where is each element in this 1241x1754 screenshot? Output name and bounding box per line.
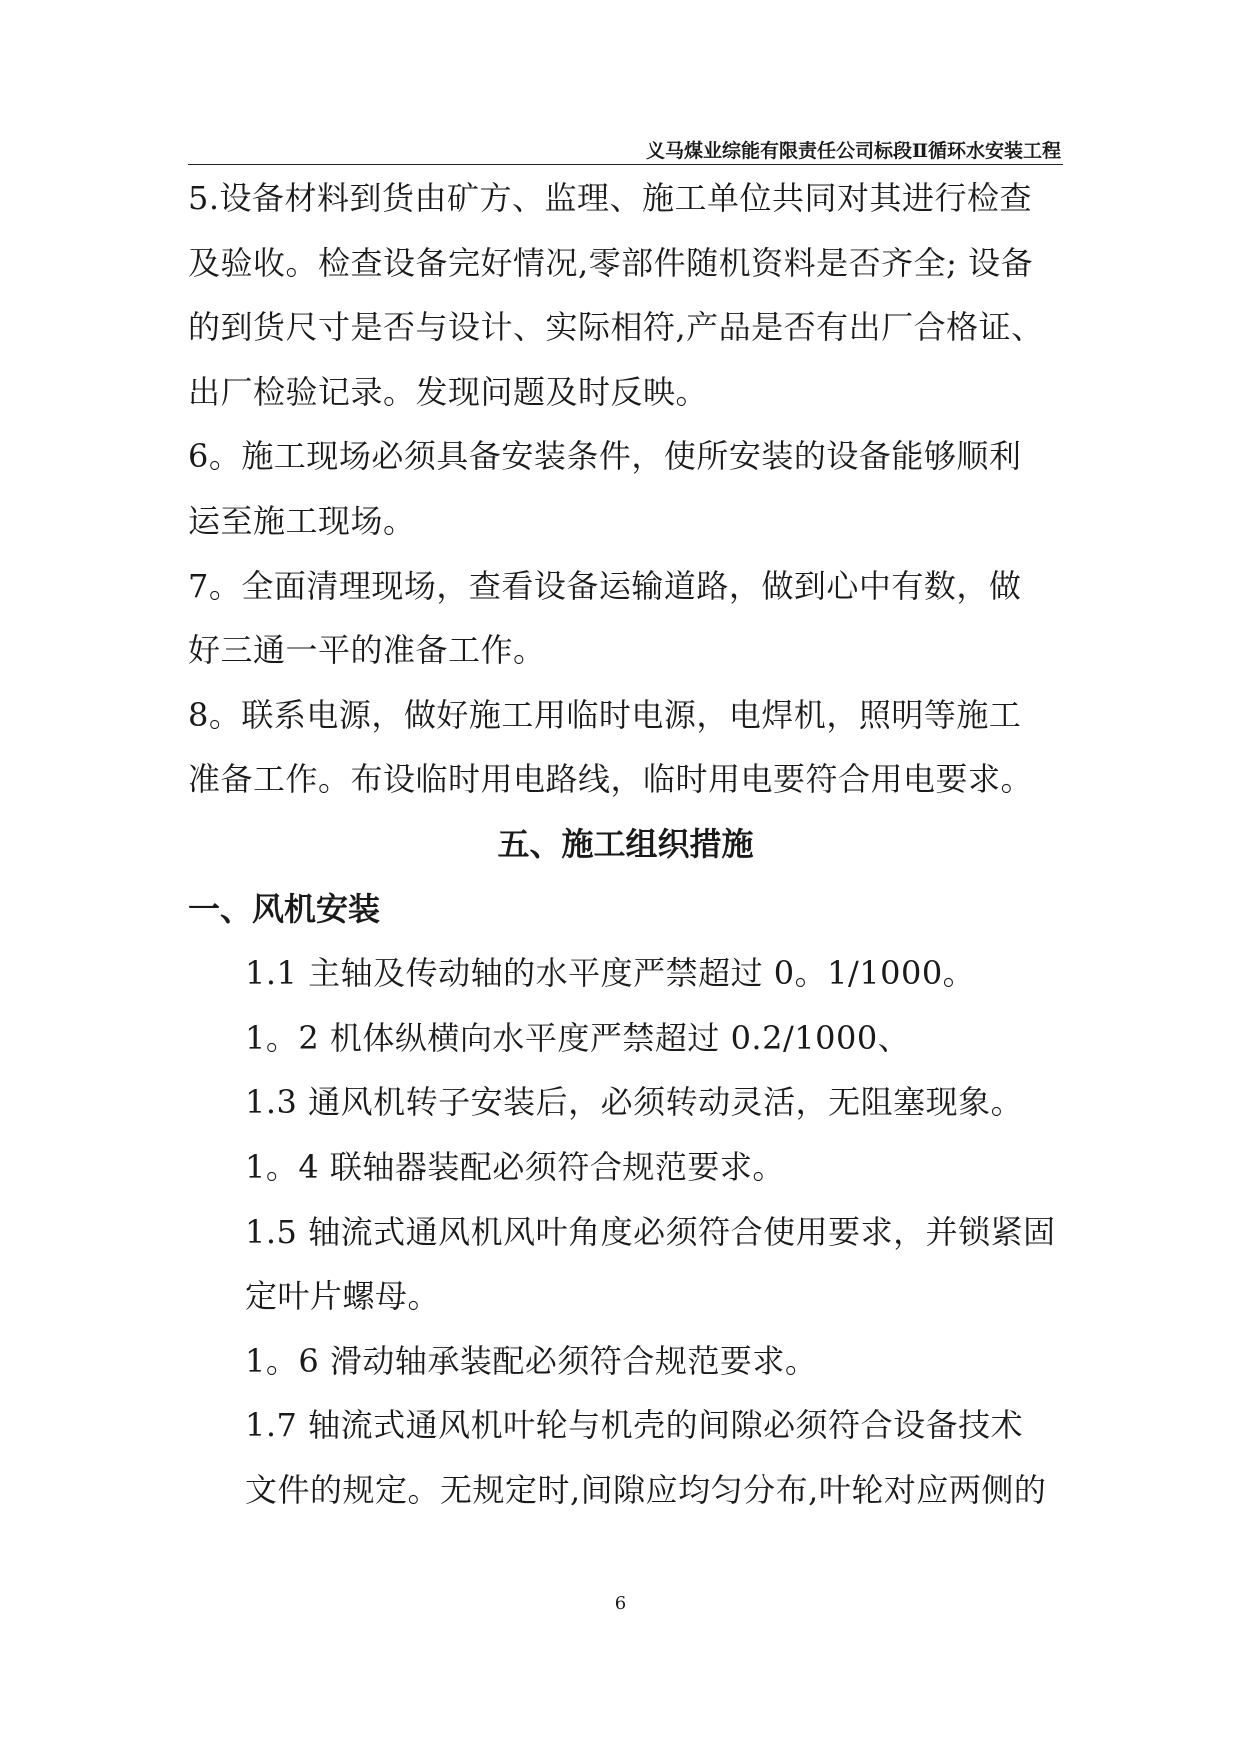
header-divider [188,164,1063,165]
item-line: 1.3 通风机转子安装后，必须转动灵活，无阻塞现象。 [245,1083,1024,1122]
body-line: 运至施工现场。 [188,501,416,540]
body-line: 7。全面清理现场，查看设备运输道路，做到心中有数，做 [188,566,1022,605]
body-line: 及验收。检查设备完好情况,零部件随机资料是否齐全; 设备 [188,243,1034,282]
item-line: 1.1 主轴及传动轴的水平度严禁超过 0。1/1000。 [245,954,976,993]
body-line: 好三通一平的准备工作。 [188,631,546,670]
item-line: 1。4 联轴器装配必须符合规范要求。 [245,1147,785,1186]
item-line: 文件的规定。无规定时,间隙应均匀分布,叶轮对应两侧的 [245,1470,1047,1509]
header-title: 义马煤业综能有限责任公司标段Ⅱ循环水安装工程 [645,140,1061,162]
body-line: 6。施工现场必须具备安装条件，使所安装的设备能够顺利 [188,437,1022,476]
body-line: 出厂检验记录。发现问题及时反映。 [188,372,709,411]
body-line: 准备工作。布设临时用电路线，临时用电要符合用电要求。 [188,760,1034,799]
document-body [188,166,1063,1522]
body-line: 8。联系电源，做好施工用临时电源，电焊机，照明等施工 [188,695,1022,734]
section-title: 五、施工组织措施 [497,824,754,863]
item-line: 1。6 滑动轴承装配必须符合规范要求。 [245,1341,818,1380]
page-number: 6 [614,1593,627,1614]
item-line: 1.7 轴流式通风机叶轮与机壳的间隙必须符合设备技术 [245,1406,1024,1445]
body-line: 5.设备材料到货由矿方、监理、施工单位共同对其进行检查 [188,179,1033,217]
subsection-title: 一、风机安装 [188,889,381,928]
body-line: 的到货尺寸是否与设计、实际相符,产品是否有出厂合格证、 [188,308,1044,347]
item-line: 定叶片螺母。 [245,1277,441,1316]
item-line: 1。2 机体纵横向水平度严禁超过 0.2/1000、 [245,1018,911,1057]
item-line: 1.5 轴流式通风机风叶角度必须符合使用要求，并锁紧固 [245,1212,1056,1251]
